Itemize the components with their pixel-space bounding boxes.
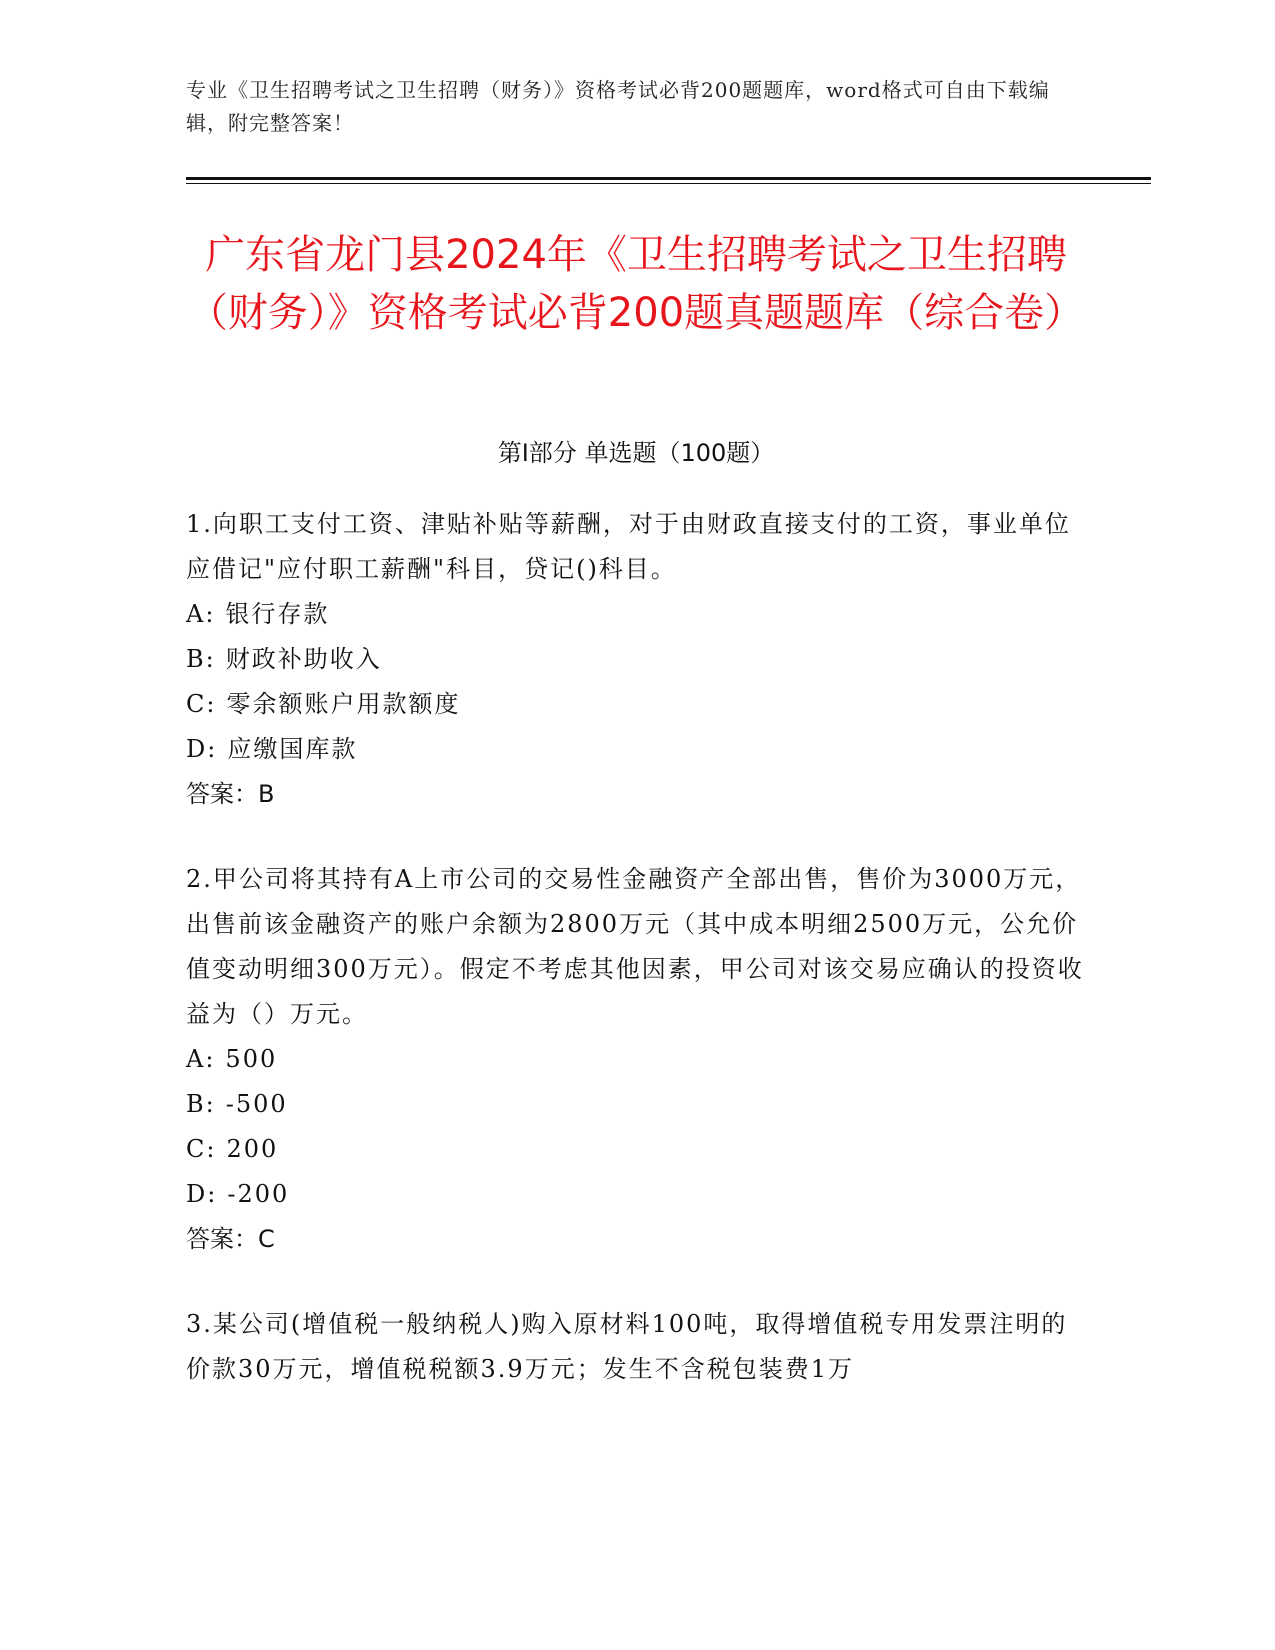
header-note: 专业《卫生招聘考试之卫生招聘（财务）》资格考试必背200题题库，word格式可自由下载编辑，附完整答案！ xyxy=(186,78,1050,135)
option-key: A: xyxy=(186,600,216,628)
option-a xyxy=(186,1037,1086,1082)
question-1 xyxy=(186,502,1086,817)
option-text: 应缴国库款 xyxy=(227,735,358,763)
header-divider-thick xyxy=(186,177,1151,180)
answer-line: 答案：B xyxy=(186,780,275,808)
option-key: B: xyxy=(186,1090,216,1118)
option-text: 银行存款 xyxy=(225,600,330,628)
question-3 xyxy=(186,1302,1086,1392)
option-key: D: xyxy=(186,1180,218,1208)
document-title: 广东省龙门县2024年《卫生招聘考试之卫生招聘（财务）》资格考试必背200题真题题库（综合卷） xyxy=(187,232,1085,336)
option-text: -500 xyxy=(225,1090,288,1118)
option-key: D: xyxy=(186,735,218,763)
option-key: C: xyxy=(186,1135,217,1163)
answer-line: 答案：C xyxy=(186,1225,275,1253)
question-stem: 2.甲公司将其持有A上市公司的交易性金融资产全部出售，售价为3000万元，出售前该金融资产的账户余额为2800万元（其中成本明细2500万元，公允价值变动明细300万元）。假定不考虑其他因素，甲公司对该交易应确认的投资收益为（）万元。 xyxy=(186,865,1084,1028)
option-c xyxy=(186,682,1086,727)
option-c xyxy=(186,1127,1086,1172)
option-d xyxy=(186,1172,1086,1217)
option-d xyxy=(186,727,1086,772)
option-text: 财政补助收入 xyxy=(225,645,382,673)
option-text: -200 xyxy=(227,1180,290,1208)
option-key: A: xyxy=(186,1045,216,1073)
question-2 xyxy=(186,857,1086,1262)
question-stem: 3.某公司(增值税一般纳税人)购入原材料100吨，取得增值税专用发票注明的价款30万元，增值税税额3.9万元；发生不含税包装费1万 xyxy=(186,1310,1068,1383)
option-text: 零余额账户用款额度 xyxy=(226,690,461,718)
question-stem: 1.向职工支付工资、津贴补贴等薪酬，对于由财政直接支付的工资，事业单位应借记"应付职工薪酬"科目，贷记()科目。 xyxy=(186,510,1071,583)
option-text: 500 xyxy=(225,1045,278,1073)
option-text: 200 xyxy=(226,1135,279,1163)
option-b xyxy=(186,1082,1086,1127)
option-b xyxy=(186,637,1086,682)
option-key: C: xyxy=(186,690,217,718)
header-divider-thin xyxy=(186,183,1151,184)
option-a xyxy=(186,592,1086,637)
option-key: B: xyxy=(186,645,216,673)
section-title: 第Ⅰ部分 单选题（100题） xyxy=(497,439,775,467)
